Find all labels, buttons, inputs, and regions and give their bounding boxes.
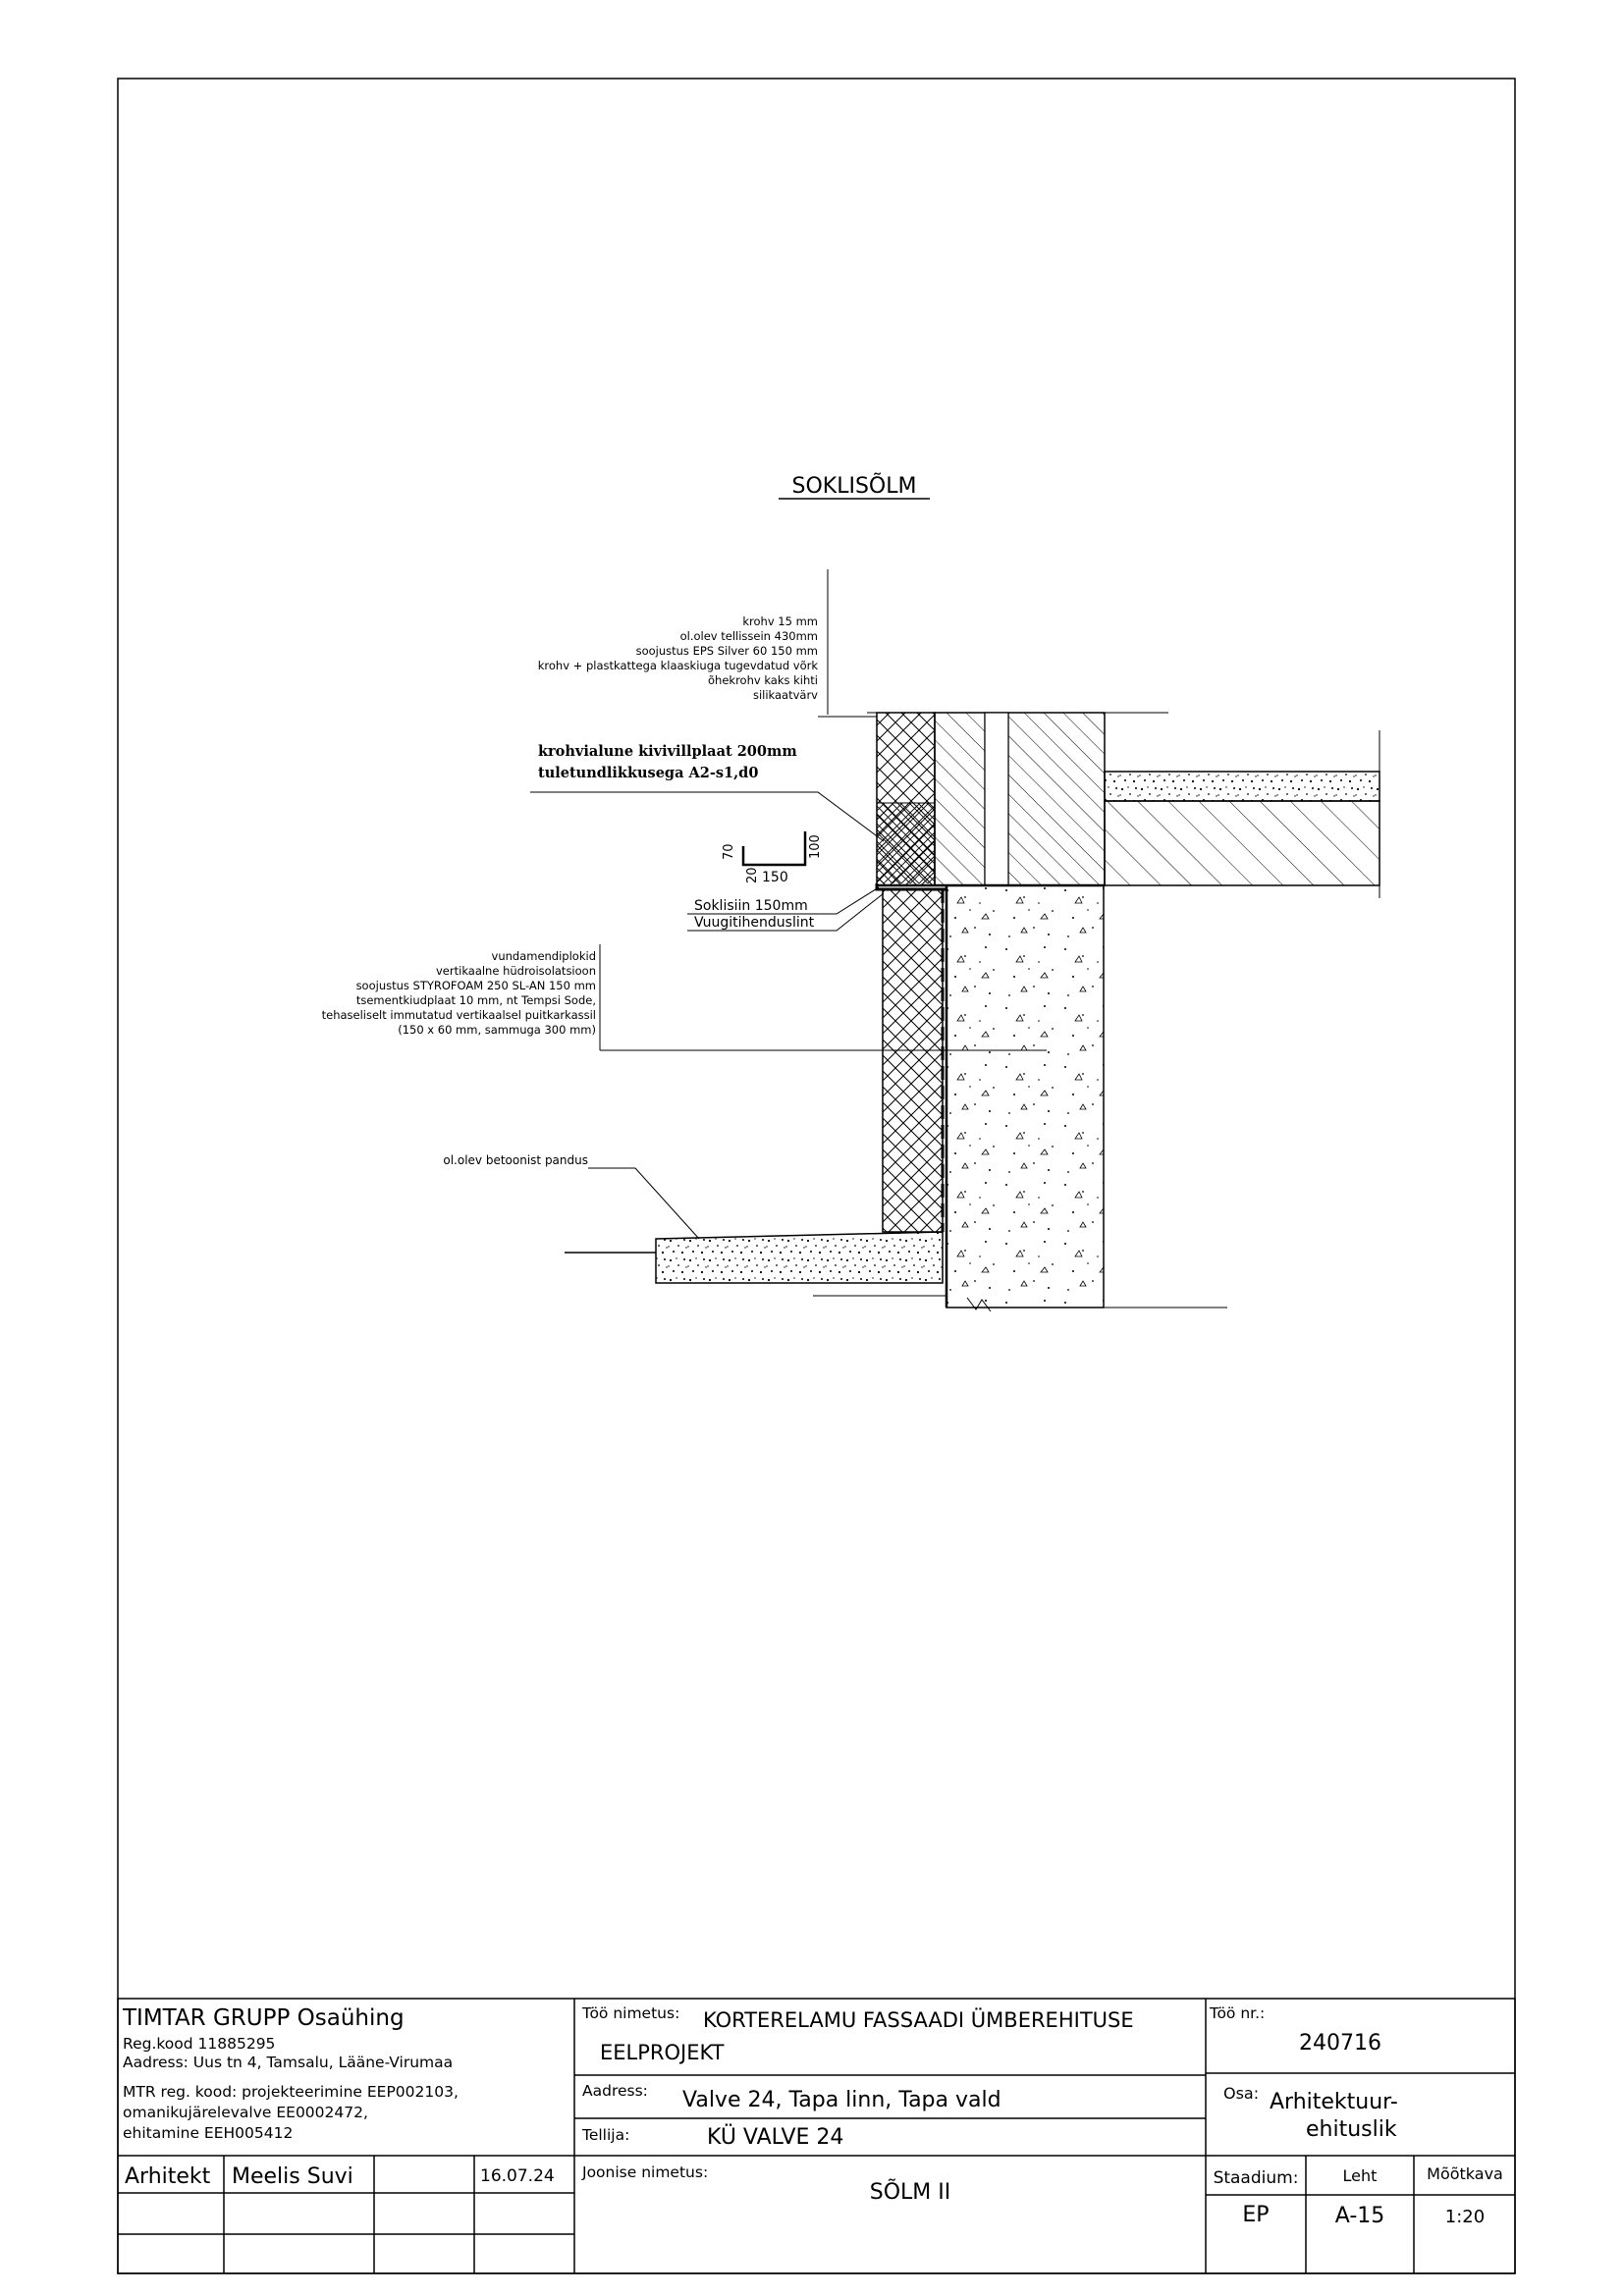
scale-label: Mõõtkava — [1427, 2164, 1503, 2183]
note-paint: silikaatvärv — [752, 688, 818, 702]
dim-70: 70 — [722, 843, 736, 860]
sheet-label: Leht — [1342, 2166, 1378, 2185]
brick-wall — [935, 713, 1105, 885]
company-mtr-construction: ehitamine EEH005412 — [123, 2124, 294, 2142]
company-reg-code: Reg.kood 11885295 — [123, 2035, 276, 2053]
drawing-name-label: Joonise nimetus: — [582, 2163, 709, 2181]
architect-name: Meelis Suvi — [232, 2164, 353, 2189]
note-xps: soojustus STYROFOAM 250 SL-AN 150 mm — [355, 979, 596, 992]
wall-section — [565, 713, 1380, 1311]
company-address: Aadress: Uus tn 4, Tamsalu, Lääne-Virumaa — [123, 2054, 454, 2071]
mineral-wool-board — [877, 803, 935, 883]
note-ramp: ol.olev betoonist pandus — [443, 1153, 588, 1167]
company-info — [123, 2035, 459, 2142]
work-no-label: Töö nr.: — [1210, 2004, 1266, 2022]
scale-value: 1:20 — [1444, 2207, 1486, 2227]
note-brick: ol.olev tellissein 430mm — [679, 629, 818, 643]
note-foundation-blocks: vundamendiplokid — [491, 949, 596, 963]
note-thin-plaster: õhekrohv kaks kihti — [708, 673, 818, 687]
note-timber-frame: tehaseliselt immutatud vertikaalsel puitkarkassil — [321, 1008, 596, 1022]
dim-150: 150 — [762, 870, 788, 885]
stage-value: EP — [1242, 2203, 1270, 2227]
sheet-frame — [118, 79, 1515, 2273]
dim-20: 20 — [745, 867, 760, 883]
foundation-notes — [322, 949, 596, 1037]
label-joint-tape: Vuugitihenduslint — [694, 915, 815, 931]
part-line-2: ehituslik — [1306, 2117, 1397, 2142]
board-note — [538, 743, 797, 781]
note-eps: soojustus EPS Silver 60 150 mm — [635, 644, 818, 658]
architect-label: Arhitekt — [125, 2164, 211, 2189]
address-label: Aadress: — [582, 2082, 648, 2100]
foundation-blocks — [947, 885, 1104, 1308]
note-plaster: krohv 15 mm — [742, 614, 818, 628]
client-label: Tellija: — [582, 2126, 630, 2144]
board-note-line-1: krohvialune kivivillplaat 200mm — [538, 743, 797, 760]
profile-symbol — [722, 831, 823, 885]
xps-insulation — [883, 889, 943, 1232]
note-cement-board: tsementkiudplaat 10 mm, nt Tempsi Sode, — [355, 993, 596, 1007]
note-frame-size: (150 x 60 mm, sammuga 300 mm) — [398, 1023, 596, 1037]
company-name: TIMTAR GRUPP Osaühing — [123, 2005, 405, 2031]
company-mtr-supervision: omanikujärelevalve EE0002472, — [123, 2104, 368, 2121]
company-mtr-design: MTR reg. kood: projekteerimine EEP002103, — [123, 2083, 459, 2101]
client-value: KÜ VALVE 24 — [707, 2125, 844, 2150]
note-mesh: krohv + plastkattega klaaskiuga tugevdatud võrk — [537, 659, 818, 672]
drawing-name-value: SÕLM II — [869, 2180, 951, 2205]
work-name-label: Töö nimetus: — [582, 2004, 680, 2022]
floor-slab — [1105, 801, 1380, 885]
label-plinth-rail: Soklisiin 150mm — [694, 898, 808, 914]
work-name-line-1: KORTERELAMU FASSAADI ÜMBEREHITUSE — [703, 2008, 1134, 2032]
drawing-date: 16.07.24 — [480, 2166, 555, 2186]
work-no-value: 240716 — [1299, 2031, 1381, 2056]
drawing-title: SOKLISÕLM — [791, 474, 917, 499]
floor-screed — [1105, 772, 1380, 801]
note-waterproofing: vertikaalne hüdroisolatsioon — [436, 964, 596, 978]
concrete-ramp — [656, 1232, 943, 1283]
top-layer-notes — [538, 614, 819, 702]
board-note-line-2: tuletundlikkusega A2-s1,d0 — [538, 765, 759, 781]
sheet-value: A-15 — [1334, 2204, 1385, 2228]
dim-100: 100 — [808, 834, 823, 859]
address-value: Valve 24, Tapa linn, Tapa vald — [682, 2088, 1001, 2112]
work-name-line-2: EELPROJEKT — [600, 2041, 725, 2064]
part-label: Osa: — [1223, 2084, 1260, 2103]
stage-label: Staadium: — [1213, 2168, 1299, 2188]
part-line-1: Arhitektuur- — [1270, 2090, 1398, 2114]
